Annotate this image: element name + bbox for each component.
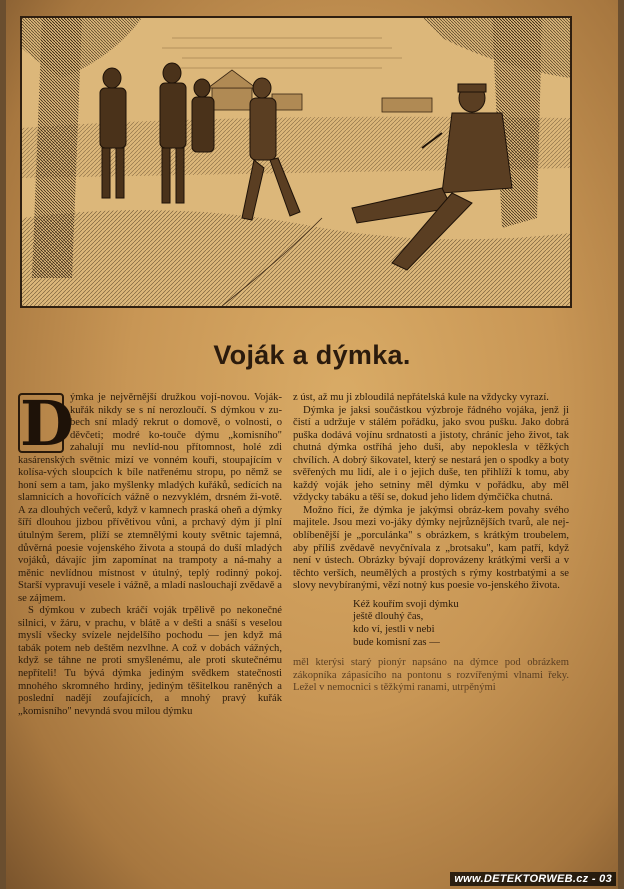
soldiers-illustration [20,16,572,308]
article-paragraph: S dýmkou v zubech kráčí voják trpělivě po nekonečné silnici, v žáru, v prachu, v blátě a v dešti a snáší s veselou myslí všecky svízele nejdelšího pochodu — jen když má tabák potem neb deštěm nezvlhne. A což v dobách vážných, když se táhne ne proti smyšlenému, ale proti skutečnému nepříteli! Tu bývá dýmka jediným svědkem statečnosti mnohého skromného hrdiny, jediným těšitelkou raněných a poslední nadějí zoufajících, a mnohý pravý kuřák „komisního" nevyndá svou milou dýmku [18,605,282,717]
verse-line: Kéž kouřím svoji dýmku [353,598,459,610]
magazine-page [6,0,618,889]
article-paragraph: měl kterýsi starý pionýr napsáno na dýmce pod obrázkem zákopníka zápasícího na pontonu s rozvířenými vlnami řeky. Ležel v nemocnici s těžkými ranami, utrpěnými [293,657,569,694]
article-title: Voják a dýmka. [213,340,411,370]
illustration-drawing [22,18,570,306]
paragraph-text: ýmka je nejvěrnější družkou vojí-novou. Voják-kuřák nikdy se s ní nerozloučí. S dýmkou v zu-bech sní mladý rekrut o domově, o volnosti, o děvčeti; modré ko-touče dýmu „komisního" zahalují mu nevlíd-nou přítomnost, holé zdi kasárenských světnic mizí ve vonném kouři, stoupajícím v kolísa-vých sloupcích k bíle natřenému stropu, po němž se honí sem a tam, jako myšlenky mladých kuřáků, sedících na slamnicích a hovořících vážně o nezvyklém, drsném ži-votě. A za dlouhých večerů, když v kamnech praská oheň a dýmky šíří dlouhou jizbou přívětivou vůni, a prchavý dým jí plní útulným šerem, plíží se ztemnělými kouty světnic tajemná, důvěrná poesie vojenského života a stoupá do duší mladých vojáků, dávajíc jim zapomínat na trampoty a ná-mahy a měnic nevlídnou místnost v útulný, teplý rodinný pokoj. Starší vypravují vesele i vážně, a mladí naslouchají zvědavě a se zájmem. [18,392,282,604]
article-paragraph: Možno říci, že dýmka je jakýmsi obráz-kem povahy svého majitele. Jsou mezi vo-jáky dýmky nejrůznějších tvarů, ale nej-oblíbenější je „porculánka" s obrázkem, s krátkým troubelem, aby příliš zvědavě nevyčnívala z „brotsaku", kam patří, když není v ústech. Obrázky bývají doprovázeny krátkými verši a v těchto verších, neumělých a prostých s rýmy kostrbatými a se slovy nevybíranými, vězí notný kus poesie vo-jenského života. [293,504,569,592]
article-left-column [18,387,282,718]
article-paragraph [18,387,282,605]
dropcap-letter: D [20,387,74,460]
article-paragraph: z úst, až mu ji zbloudilá nepřátelská kule na vždycky vyrazí. [293,392,549,403]
pipe-verse [353,599,569,649]
verse-line: ještě dlouhý čas, [353,611,424,623]
article-right-column [293,392,569,695]
site-watermark: www.DETEKTORWEB.cz - 03 [450,872,616,886]
verse-line: kdo ví, jestli v nebi [353,623,435,635]
article-paragraph: Dýmka je jaksi součástkou výzbroje řádného vojáka, jenž ji čistí a udržuje v stálém pořádku, jako svou pušku. Jako dobrá puška dodává vojínu srdnatosti a jistoty, chráníc jeho život, tak chutná dýmka ostříhá jeho duši, aby nepoklesla v těžkých chvílích. A dobrý šikovatel, který se nestará jen o spodky a boty svěřených mu lidí, ale i o jejich duše, ten přihlíží k tomu, aby každý voják jeho setniny měl dýmku v pořádku, aby měl vždycky tabáku a těší se, dokud jeho lidem dýmčička chutná. [293,404,569,504]
verse-line: bude komisní zas — [353,636,440,648]
